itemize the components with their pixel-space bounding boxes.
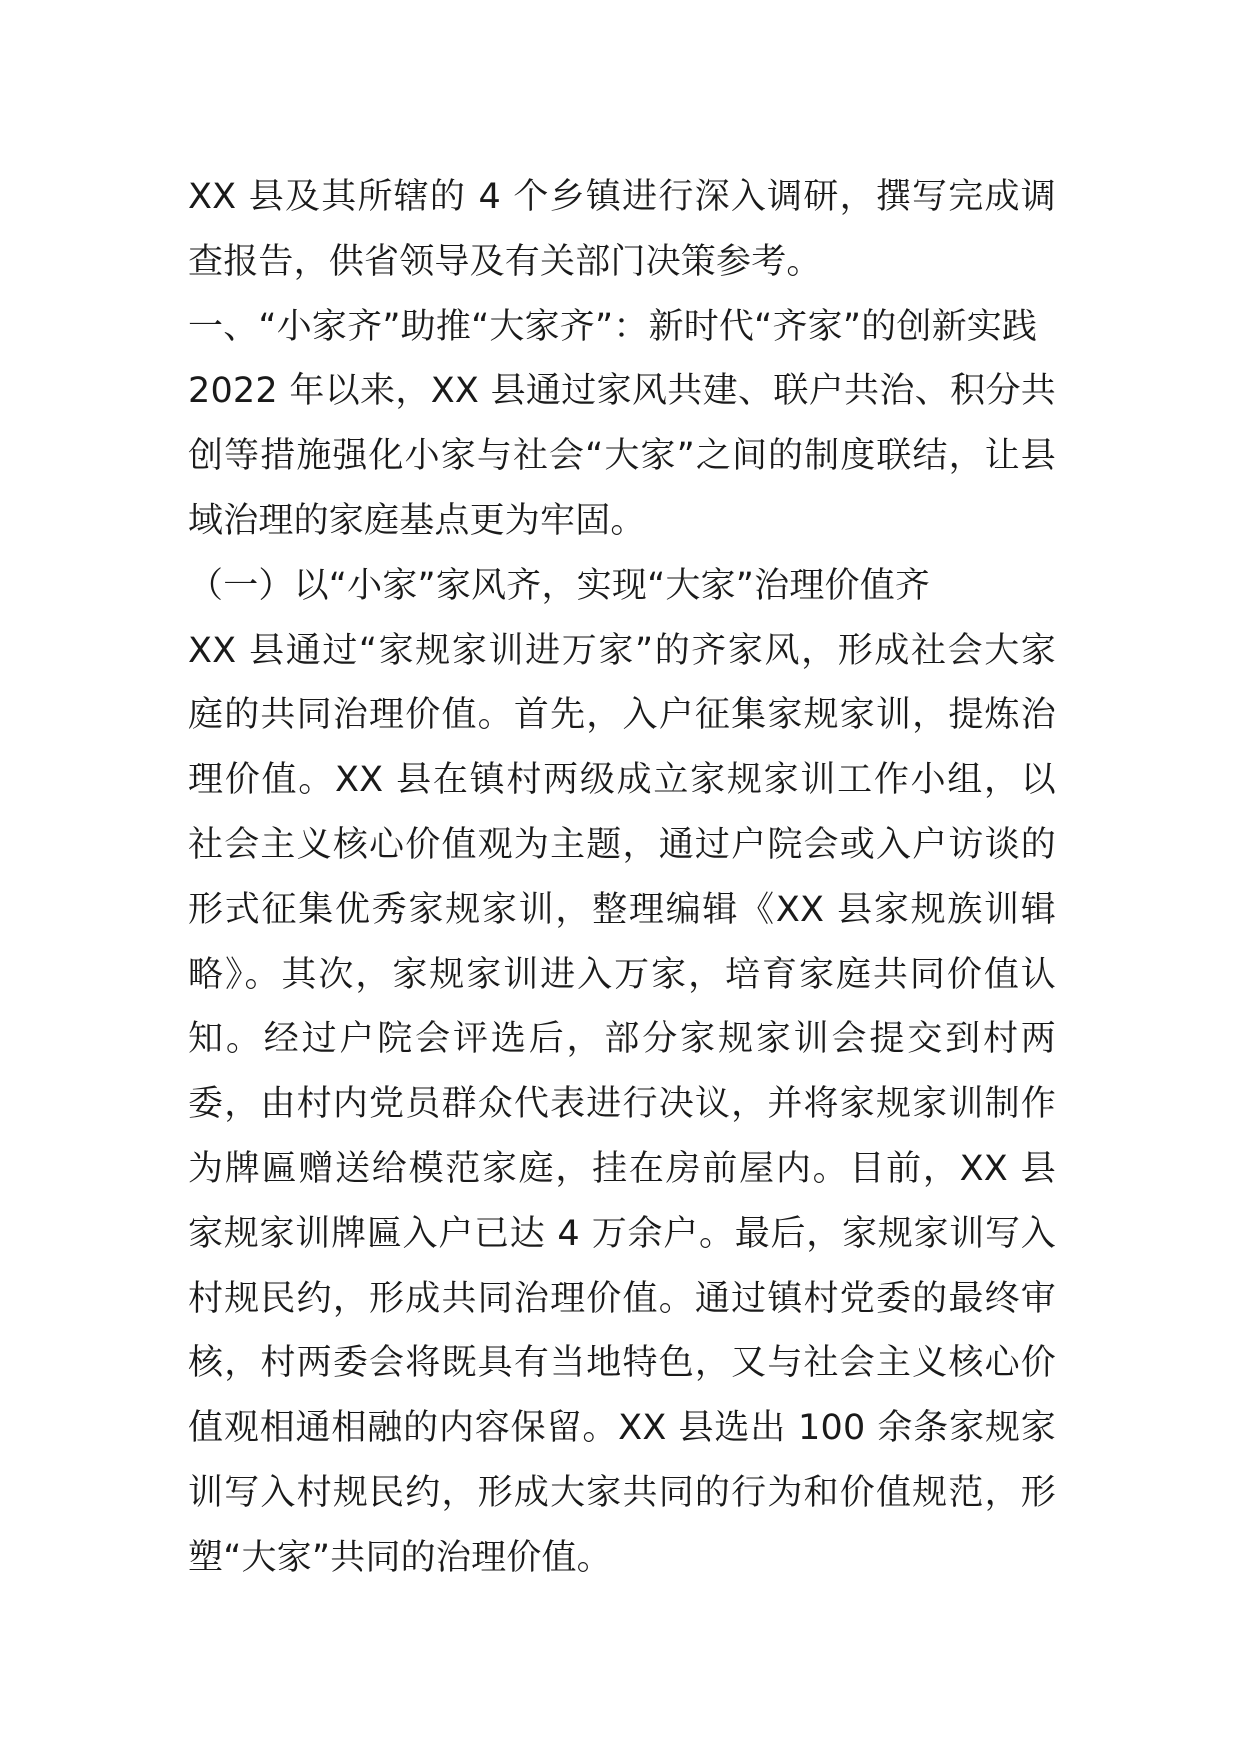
paragraph-section-1: 2022 年以来，XX 县通过家风共建、联户共治、积分共创等措施强化小家与社会“大家”之间的制度联结，让县域治理的家庭基点更为牢固。	[188, 371, 1056, 541]
subsection-heading-1: （一）以“小家”家风齐，实现“大家”治理价值齐	[188, 565, 931, 606]
paragraph-intro: XX 县及其所辖的 4 个乡镇进行深入调研，撰写完成调查报告，供省领导及有关部门决策参考。	[188, 177, 1056, 282]
section-heading-1: 一、“小家齐”助推“大家齐”：新时代“齐家”的创新实践	[188, 306, 1038, 347]
paragraph-subsection-1: XX 县通过“家规家训进万家”的齐家风，形成社会大家庭的共同治理价值。首先，入户征集家规家训，提炼治理价值。XX 县在镇村两级成立家规家训工作小组，以社会主义核心价值观为主题，通过户院会或入户访谈的形式征集优秀家规家训，整理编辑《XX 县家规族训辑略》。其次，家规家训进入万家，培育家庭共同价值认知。经过户院会评选后，部分家规家训会提交到村两委，由村内党员群众代表进行决议，并将家规家训制作为牌匾赠送给模范家庭，挂在房前屋内。目前，XX 县家规家训牌匾入户已达 4 万余户。最后，家规家训写入村规民约，形成共同治理价值。通过镇村党委的最终审核，村两委会将既具有当地特色，又与社会主义核心价值观相通相融的内容保留。XX 县选出 100 余条家规家训写入村规民约，形成大家共同的行为和价值规范，形塑“大家”共同的治理价值。	[188, 630, 1056, 1578]
document-body	[188, 165, 1056, 1591]
